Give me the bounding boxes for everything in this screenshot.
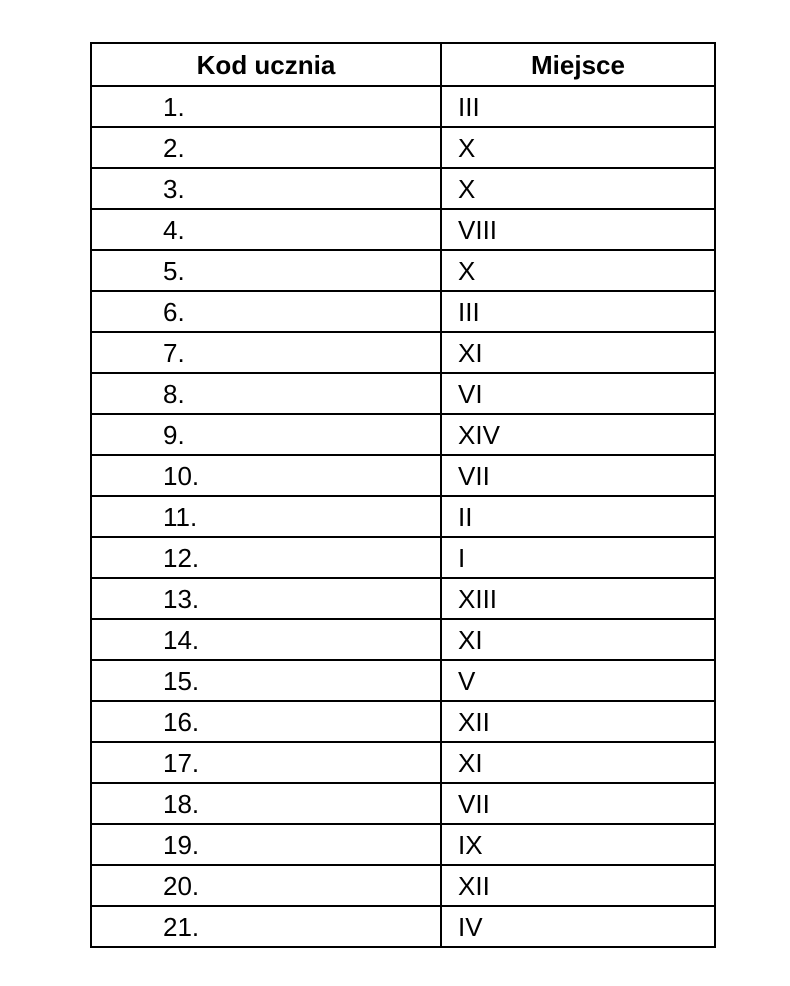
table-row	[91, 742, 715, 783]
student-code-cell: 12.	[91, 537, 441, 578]
student-code-cell: 8.	[91, 373, 441, 414]
place-cell: V	[441, 660, 715, 701]
student-code-cell: 2.	[91, 127, 441, 168]
student-code-cell: 4.	[91, 209, 441, 250]
table-row	[91, 291, 715, 332]
student-code-cell: 5.	[91, 250, 441, 291]
place-cell: XI	[441, 332, 715, 373]
place-cell: VII	[441, 455, 715, 496]
place-cell: I	[441, 537, 715, 578]
table-row	[91, 86, 715, 127]
table-header	[91, 43, 715, 86]
student-code-cell: 1.	[91, 86, 441, 127]
table-row	[91, 660, 715, 701]
place-cell: X	[441, 168, 715, 209]
student-code-cell: 21.	[91, 906, 441, 947]
table-row	[91, 824, 715, 865]
student-code-cell: 16.	[91, 701, 441, 742]
place-cell: VII	[441, 783, 715, 824]
table-row	[91, 701, 715, 742]
student-code-cell: 13.	[91, 578, 441, 619]
student-code-cell: 11.	[91, 496, 441, 537]
student-code-cell: 7.	[91, 332, 441, 373]
place-cell: X	[441, 127, 715, 168]
place-cell: IV	[441, 906, 715, 947]
place-cell: XII	[441, 865, 715, 906]
column-header-code: Kod ucznia	[91, 43, 441, 86]
place-cell: IX	[441, 824, 715, 865]
table-row	[91, 865, 715, 906]
place-cell: XIV	[441, 414, 715, 455]
table-row	[91, 496, 715, 537]
place-cell: X	[441, 250, 715, 291]
table-row	[91, 783, 715, 824]
student-code-cell: 18.	[91, 783, 441, 824]
place-cell: VIII	[441, 209, 715, 250]
table-row	[91, 578, 715, 619]
student-code-cell: 10.	[91, 455, 441, 496]
place-cell: II	[441, 496, 715, 537]
student-code-cell: 17.	[91, 742, 441, 783]
table-row	[91, 373, 715, 414]
table-row	[91, 127, 715, 168]
table-row	[91, 250, 715, 291]
table-row	[91, 537, 715, 578]
results-table	[90, 42, 716, 948]
student-code-cell: 9.	[91, 414, 441, 455]
place-cell: XI	[441, 742, 715, 783]
place-cell: XI	[441, 619, 715, 660]
place-cell: XIII	[441, 578, 715, 619]
results-sheet	[90, 42, 714, 948]
header-row	[91, 43, 715, 86]
place-cell: III	[441, 86, 715, 127]
table-row	[91, 619, 715, 660]
table-row	[91, 906, 715, 947]
place-cell: XII	[441, 701, 715, 742]
table-row	[91, 209, 715, 250]
table-row	[91, 168, 715, 209]
place-cell: VI	[441, 373, 715, 414]
student-code-cell: 3.	[91, 168, 441, 209]
student-code-cell: 15.	[91, 660, 441, 701]
table-row	[91, 414, 715, 455]
student-code-cell: 19.	[91, 824, 441, 865]
table-row	[91, 455, 715, 496]
table-body	[91, 86, 715, 947]
table-row	[91, 332, 715, 373]
student-code-cell: 14.	[91, 619, 441, 660]
student-code-cell: 20.	[91, 865, 441, 906]
column-header-place: Miejsce	[441, 43, 715, 86]
place-cell: III	[441, 291, 715, 332]
student-code-cell: 6.	[91, 291, 441, 332]
